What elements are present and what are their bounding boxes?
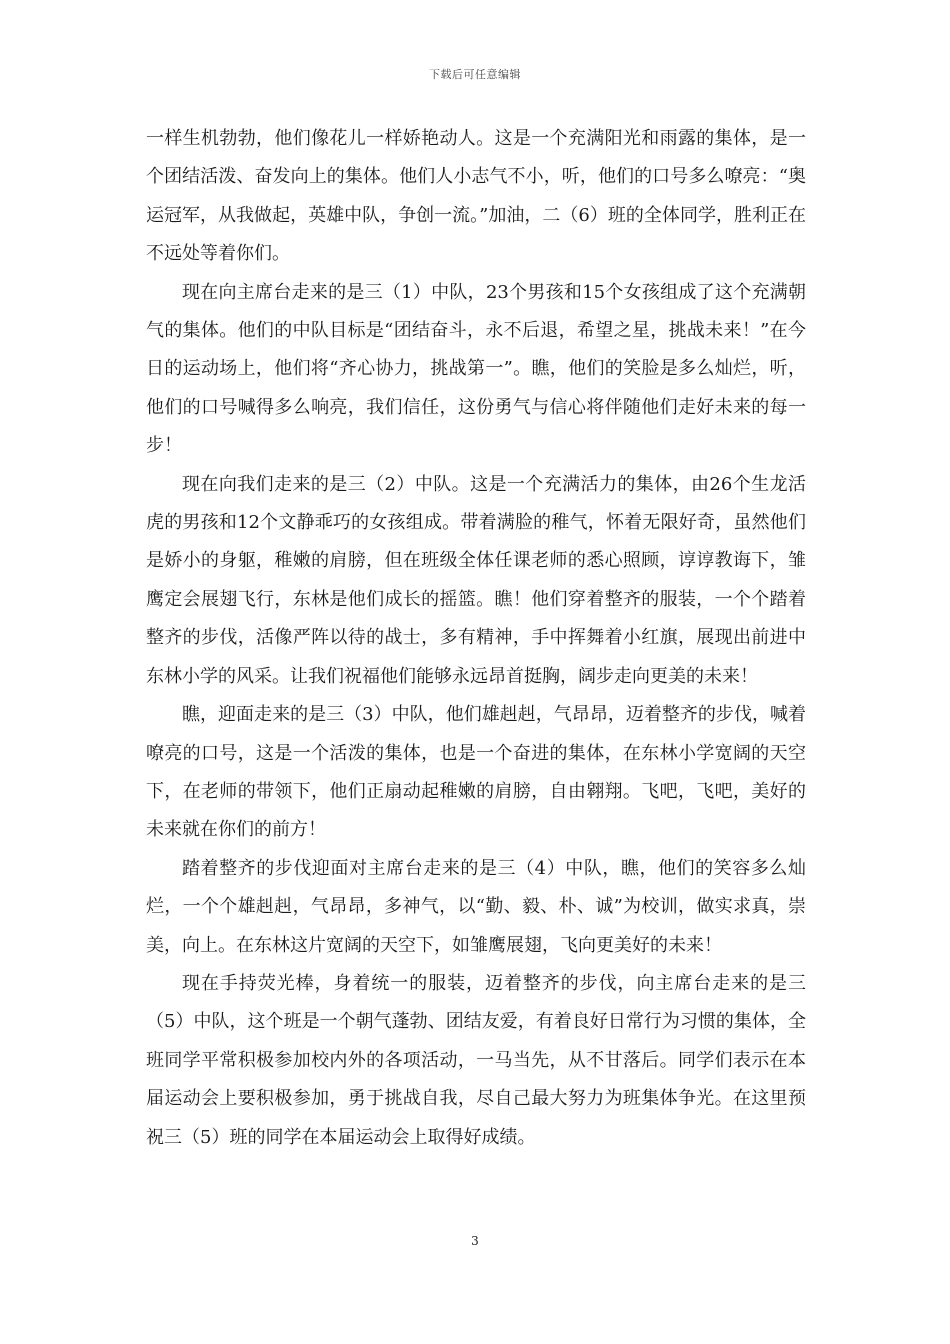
paragraph-4: 瞧，迎面走来的是三（3）中队，他们雄赳赳，气昂昂，迈着整齐的步伐，喊着嘹亮的口号，这是一个活泼的集体，也是一个奋进的集体，在东林小学宽阔的天空下，在老师的带领下，他们正扇动起稚嫩的肩膀，自由翱翔。飞吧，飞吧，美好的未来就在你们的前方！ — [146, 704, 806, 841]
page-header: 下载后可任意编辑 — [429, 68, 521, 81]
paragraph-5: 踏着整齐的步伐迎面对主席台走来的是三（4）中队，瞧，他们的笑容多么灿烂，一个个雄赳赳，气昂昂，多神气，以“勤、毅、朴、诚”为校训，做实求真，崇美，向上。在东林这片宽阔的天空下，如雏鹰展翅，飞向更美好的未来！ — [146, 857, 806, 956]
page-number: 3 — [471, 1234, 479, 1248]
paragraph-1: 一样生机勃勃，他们像花儿一样娇艳动人。这是一个充满阳光和雨露的集体，是一个团结活泼、奋发向上的集体。他们人小志气不小，听，他们的口号多么嘹亮：“奥运冠军，从我做起，英雄中队，争创一流。”加油，二（6）班的全体同学，胜利正在不远处等着你们。 — [146, 128, 806, 265]
paragraph-3: 现在向我们走来的是三（2）中队。这是一个充满活力的集体，由26个生龙活虎的男孩和12个文静乖巧的女孩组成。带着满脸的稚气，怀着无限好奇，虽然他们是娇小的身躯，稚嫩的肩膀，但在班级全体任课老师的悉心照顾，谆谆教诲下，雏鹰定会展翅飞行，东林是他们成长的摇篮。瞧！他们穿着整齐的服装，一个个踏着整齐的步伐，活像严阵以待的战士，多有精神，手中挥舞着小红旗，展现出前进中东林小学的风采。让我们祝福他们能够永远昂首挺胸，阔步走向更美的未来！ — [146, 473, 806, 687]
paragraph-6: 现在手持荧光棒，身着统一的服装，迈着整齐的步伐，向主席台走来的是三（5）中队，这个班是一个朝气蓬勃、团结友爱，有着良好日常行为习惯的集体，全班同学平常积极参加校内外的各项活动，一马当先，从不甘落后。同学们表示在本届运动会上要积极参加，勇于挑战自我，尽自己最大努力为班集体争光。在这里预祝三（5）班的同学在本届运动会上取得好成绩。 — [146, 972, 806, 1148]
paragraph-2: 现在向主席台走来的是三（1）中队，23个男孩和15个女孩组成了这个充满朝气的集体。他们的中队目标是“团结奋斗，永不后退，希望之星，挑战未来！”在今日的运动场上，他们将“齐心协力，挑战第一”。瞧，他们的笑脸是多么灿烂，听，他们的口号喊得多么响亮，我们信任，这份勇气与信心将伴随他们走好未来的每一步！ — [146, 281, 806, 457]
document-body — [146, 120, 806, 1157]
